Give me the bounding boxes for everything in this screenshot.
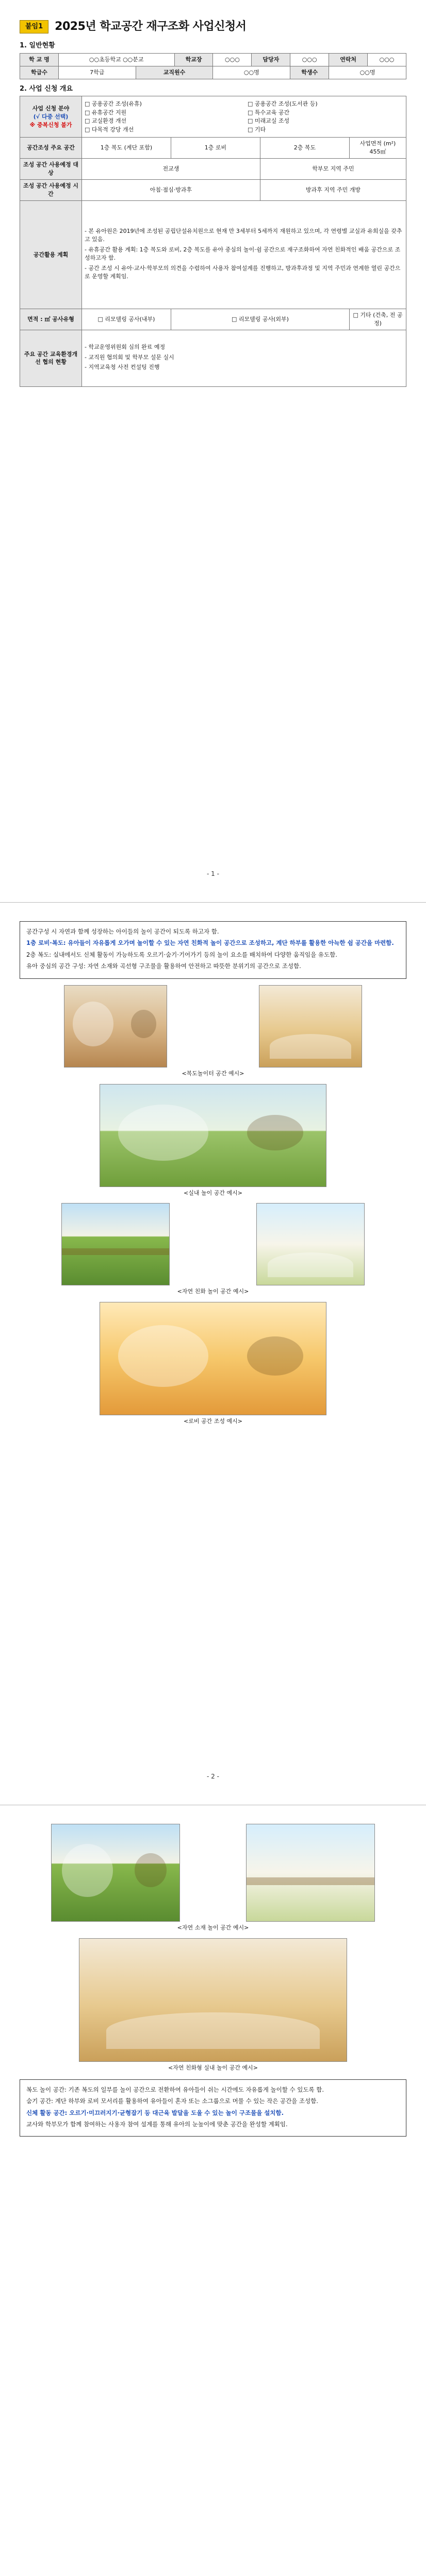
construction-option[interactable]: □ 기타 (건축, 전 공정) xyxy=(349,309,406,330)
label-construction-type: 면적 : ㎡ 공사유형 xyxy=(20,309,82,330)
page-2 xyxy=(0,903,426,1805)
photo-caption: <자연 소재 놀이 공간 예시> xyxy=(177,1924,249,1931)
example-photo-6 xyxy=(20,1938,406,2072)
label-apply-field: 사업 신청 분야 (√ 다중 선택) ※ 중복신청 불가 xyxy=(20,96,82,138)
value-principal: ○○○ xyxy=(213,53,252,66)
label-user-target: 조성 공간 사용예정 대상 xyxy=(20,159,82,180)
label-manager: 담당자 xyxy=(252,53,290,66)
plan-detail-box: 복도 놀이 공간: 기존 복도의 일부를 놀이 공간으로 전환하여 유아들이 쉬는 시간에도 자유롭게 놀이할 수 있도록 함. 숨기 공간: 계단 하부와 로비 모서리를 활용하여 유아들이 혼자 또는 소그룹으로 머물 수 있는 작은 공간을 조성함. 신체 활동 공간: 오르기·미끄러지기·균형잡기 등 대근육 발달을 도울 수 있는 놀이 구조물을 설치함. 교사와 학부모가 함께 참여하는 사용자 참여 설계를 통해 유아의 눈높이에 맞춘 공간을 완성할 계획임. xyxy=(20,2079,406,2137)
main-space-3: 2층 복도 xyxy=(260,138,349,159)
multi-select-note: (√ 다중 선택) xyxy=(33,113,69,120)
plan-description-box: 공간구성 시 자연과 함께 성장하는 아이들의 놀이 공간이 되도록 하고자 함. 1층 로비·복도: 유아들이 자유롭게 오가며 놀이할 수 있는 자연 친화적 놀이 공간으로 조성하고, 계단 하부를 활용한 아늑한 쉼 공간을 마련함. 2층 복도: 실내에서도 신체 활동이 가능하도록 오르기·숨기·기어가기 등의 놀이 요소를 배치하여 다양한 움직임을 유도함. 유아 중심의 공간 구성: 자연 소재와 곡선형 구조물을 활용하여 안전하고 따뜻한 분위기의 공간으로 조성함. xyxy=(20,921,406,979)
example-image xyxy=(64,985,167,1067)
page-3 xyxy=(0,1805,426,2576)
document-title: 2025년 학교공간 재구조화 사업신청서 xyxy=(55,20,247,33)
photo-caption: <자연 친화 놀이 공간 예시> xyxy=(177,1288,249,1295)
example-image xyxy=(100,1302,326,1415)
photo-caption: <자연 친화형 실내 놀이 공간 예시> xyxy=(168,2064,258,2071)
option-checkbox[interactable]: □ 공용공간 조성(도서관 등) xyxy=(248,100,318,107)
main-space-1: 1층 복도 (계단 포함) xyxy=(82,138,171,159)
section-general-heading: 1. 일반현황 xyxy=(20,41,55,49)
example-photo-2 xyxy=(20,1084,406,1197)
example-photo-5 xyxy=(20,1824,406,1932)
option-checkbox[interactable]: □ 기타 xyxy=(248,126,266,133)
label-principal: 학교장 xyxy=(174,53,213,66)
value-school: ○○초등학교 ○○분교 xyxy=(58,53,174,66)
consultation-text: - 학교운영위원회 심의 완료 예정 - 교직원 협의회 및 학부모 설문 실시 - 지역교육청 사전 컨설팅 진행 xyxy=(82,330,406,386)
option-checkbox[interactable]: □ 유휴공간 지원 xyxy=(85,109,127,116)
construction-option[interactable]: □ 리모델링 공사(외부) xyxy=(171,309,349,330)
user-target-1: 전교생 xyxy=(82,159,260,180)
label-staff: 교직원수 xyxy=(136,66,213,79)
page-number: - 1 - xyxy=(207,870,219,877)
option-checkbox[interactable]: □ 미래교실 조성 xyxy=(248,117,290,125)
photo-caption: <복도놀이터 공간 예시> xyxy=(182,1070,244,1077)
example-image xyxy=(100,1084,326,1187)
example-photo-1 xyxy=(20,985,406,1078)
area-value: 455㎡ xyxy=(369,148,386,156)
example-image xyxy=(246,1824,375,1922)
main-space-2: 1층 로비 xyxy=(171,138,260,159)
example-image xyxy=(79,1938,347,2062)
label-user-time: 조성 공간 사용예정 시간 xyxy=(20,180,82,201)
option-checkbox[interactable]: □ 교실환경 개선 xyxy=(85,117,127,125)
example-image xyxy=(61,1203,170,1285)
overview-table xyxy=(20,96,406,387)
value-manager: ○○○ xyxy=(290,53,329,66)
example-photo-3 xyxy=(20,1203,406,1296)
area-cell xyxy=(349,138,406,159)
construction-option[interactable]: □ 리모델링 공사(내부) xyxy=(82,309,171,330)
label-space-plan: 공간활용 계획 xyxy=(20,201,82,309)
page-number: - 2 - xyxy=(207,1772,219,1780)
label-school: 학 교 명 xyxy=(20,53,59,66)
user-time-1: 아침·점심·방과후 xyxy=(82,180,260,201)
label-contact: 연락처 xyxy=(329,53,368,66)
value-students: ○○명 xyxy=(329,66,406,79)
example-photo-4 xyxy=(20,1302,406,1426)
value-classes: 7학급 xyxy=(58,66,136,79)
general-info-table xyxy=(20,53,406,79)
example-image xyxy=(259,985,362,1067)
option-checkbox[interactable]: □ 공용공간 조성(유휴) xyxy=(85,100,142,107)
document-title-row xyxy=(20,19,406,35)
attachment-tag: 붙임1 xyxy=(20,20,48,34)
user-time-2: 방과후 지역 주민 개방 xyxy=(260,180,406,201)
example-image xyxy=(256,1203,365,1285)
value-contact: ○○○ xyxy=(368,53,406,66)
user-target-2: 학부모 지역 주민 xyxy=(260,159,406,180)
label-consultation: 주요 공간 교육환경개선 협의 현황 xyxy=(20,330,82,386)
label-classes: 학급수 xyxy=(20,66,59,79)
option-checkbox[interactable]: □ 특수교육 공간 xyxy=(248,109,290,116)
no-duplicate-note: ※ 중복신청 불가 xyxy=(29,121,72,128)
apply-field-options xyxy=(85,100,403,134)
option-checkbox[interactable]: □ 다목적 강당 개선 xyxy=(85,126,134,133)
area-label: 사업면적 (m²) xyxy=(359,140,396,147)
example-image xyxy=(51,1824,180,1922)
photo-caption: <로비 공간 조성 예시> xyxy=(184,1418,242,1425)
label-main-space: 공간조성 주요 공간 xyxy=(20,138,82,159)
label-students: 학생수 xyxy=(290,66,329,79)
page-1 xyxy=(0,0,426,903)
value-staff: ○○명 xyxy=(213,66,290,79)
photo-caption: <실내 놀이 공간 예시> xyxy=(184,1189,242,1196)
space-plan-text: - 본 유아원은 2019년에 조성된 공립단설유치원으로 현재 만 3세부터 5세까지 재원하고 있으며, 각 연령별 교실과 유희실을 갖추고 있음. - 유휴공간 활용 계획: 1층 복도와 로비, 2층 복도를 유아 중심의 놀이·쉼 공간으로 재구조화하여 자연 친화적인 배움 공간으로 조성하고자 함. - 공간 조성 시 유아·교사·학부모의 의견을 수렴하여 사용자 참여설계를 진행하고, 방과후과정 및 지역 주민과 연계한 열린 공간으로 운영할 계획임. xyxy=(82,201,406,309)
section-overview-heading: 2. 사업 신청 개요 xyxy=(20,84,73,93)
